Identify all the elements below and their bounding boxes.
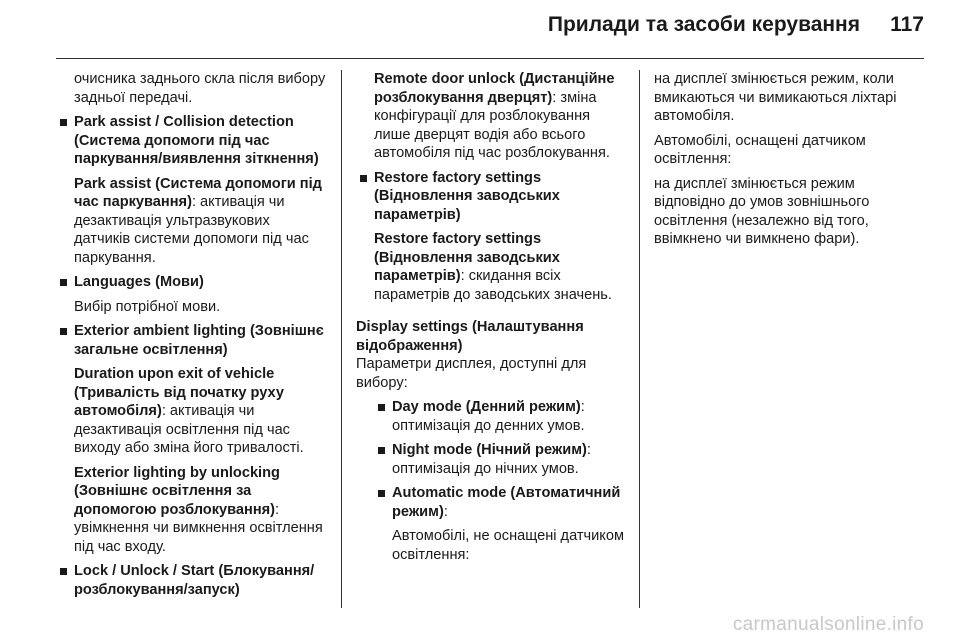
auto-mode-text: Автомобілі, не оснащені датчиком освітлення: xyxy=(392,528,625,563)
list-item-night-mode xyxy=(374,441,628,478)
auto-mode-title: Automatic mode (Автоматичний режим) xyxy=(392,485,621,520)
header-divider xyxy=(56,58,924,59)
park-assist-sub-title: Park assist (Система допомоги під час паркування) xyxy=(74,175,322,210)
ambient-lighting-heading: Exterior ambient lighting (Зовнішнє загальне освітлення) xyxy=(74,323,324,358)
column-divider-2 xyxy=(639,70,640,608)
colon: : xyxy=(586,442,591,458)
remote-unlock-title: Remote door unlock (Дистанційне розблокування дверцят) xyxy=(374,71,615,106)
list-item-ambient-lighting xyxy=(56,322,328,359)
bullet-icon xyxy=(378,404,385,411)
display-settings-heading: Display settings (Налаштування відображення) xyxy=(356,319,584,354)
colon: : xyxy=(580,399,585,415)
park-assist-sub-text: : активація чи дезактивація ультразвукових датчиків системи допомоги під час паркування. xyxy=(74,194,309,266)
bullet-icon xyxy=(360,175,367,182)
night-mode-title: Night mode (Нічний режим) xyxy=(392,442,587,458)
languages-description: Вибір потрібної мови. xyxy=(74,298,221,315)
list-item-lock-unlock xyxy=(56,562,328,599)
list-item-park-assist xyxy=(56,113,328,169)
list-item-restore-factory xyxy=(356,169,628,225)
page-number: 117 xyxy=(890,13,924,36)
list-item-day-mode xyxy=(374,398,628,435)
day-mode-text: оптимізація до денних умов. xyxy=(392,417,585,434)
list-item-auto-mode xyxy=(374,484,628,564)
bullet-icon xyxy=(60,328,67,335)
restore-factory-description xyxy=(374,230,628,304)
continued-text: очисника заднього скла після вибору задньої передачі. xyxy=(74,71,326,106)
column-2 xyxy=(356,70,628,570)
remote-unlock-text: : зміна конфігурації для розблокування лише дверцят водія або всього автомобіля під час розблокування. xyxy=(374,89,610,161)
column-divider-1 xyxy=(341,70,342,608)
auto-mode-sensor-text: на дисплеї змінюється режим відповідно до умов зовнішнього освітлення (незалежно від того, ввімкнено чи вимкнено фари). xyxy=(654,175,870,247)
lock-unlock-heading: Lock / Unlock / Start (Блокування/розблокування/запуск) xyxy=(74,563,315,598)
restore-factory-sub-title: Restore factory settings (Відновлення заводських параметрів) xyxy=(374,231,560,284)
bullet-icon xyxy=(60,279,67,286)
exit-duration-description xyxy=(74,365,328,458)
display-settings-section xyxy=(356,318,628,564)
page-title: Прилади та засоби керування xyxy=(547,13,860,36)
remote-unlock-description xyxy=(374,70,628,163)
bullet-icon xyxy=(60,568,67,575)
exit-duration-title: Duration upon exit of vehicle (Тривалість від початку руху автомобіля) xyxy=(74,366,284,419)
unlock-lighting-title: Exterior lighting by unlocking (Зовнішнє освітлення за допомогою розблокування) xyxy=(74,464,280,518)
auto-mode-sensor-label: Автомобілі, оснащені датчиком освітлення: xyxy=(654,132,866,167)
night-mode-text: оптимізація до нічних умов. xyxy=(392,460,579,477)
unlock-lighting-text: : увімкнення чи вимкнення освітлення під час входу. xyxy=(74,501,323,555)
restore-factory-sub-text: : скидання всіх параметрів до заводських значень. xyxy=(374,268,612,303)
column-1 xyxy=(56,70,328,605)
colon: : xyxy=(443,503,448,520)
column-3 xyxy=(654,70,924,255)
bullet-icon xyxy=(378,490,385,497)
day-mode-title: Day mode (Денний режим) xyxy=(392,399,581,415)
unlock-lighting-description xyxy=(74,464,328,557)
auto-mode-no-sensor-text: на дисплеї змінюється режим, коли вмикаються чи вимикаються ліхтарі автомобіля. xyxy=(654,71,897,124)
park-assist-description xyxy=(74,175,328,268)
list-item-languages xyxy=(56,273,328,292)
exit-duration-text: : активація чи дезактивація освітлення під час виходу або зміна його тривалості. xyxy=(74,403,304,456)
restore-factory-heading: Restore factory settings (Відновлення заводських параметрів) xyxy=(374,169,560,223)
bullet-icon xyxy=(60,119,67,126)
watermark: carmanualsonline.info xyxy=(732,614,924,635)
languages-heading: Languages (Мови) xyxy=(74,274,204,290)
display-settings-intro: Параметри дисплея, доступні для вибору: xyxy=(356,356,587,391)
park-assist-heading: Park assist / Collision detection (Система допомоги під час паркування/виявлення зіткнення) xyxy=(74,114,319,167)
bullet-icon xyxy=(378,447,385,454)
